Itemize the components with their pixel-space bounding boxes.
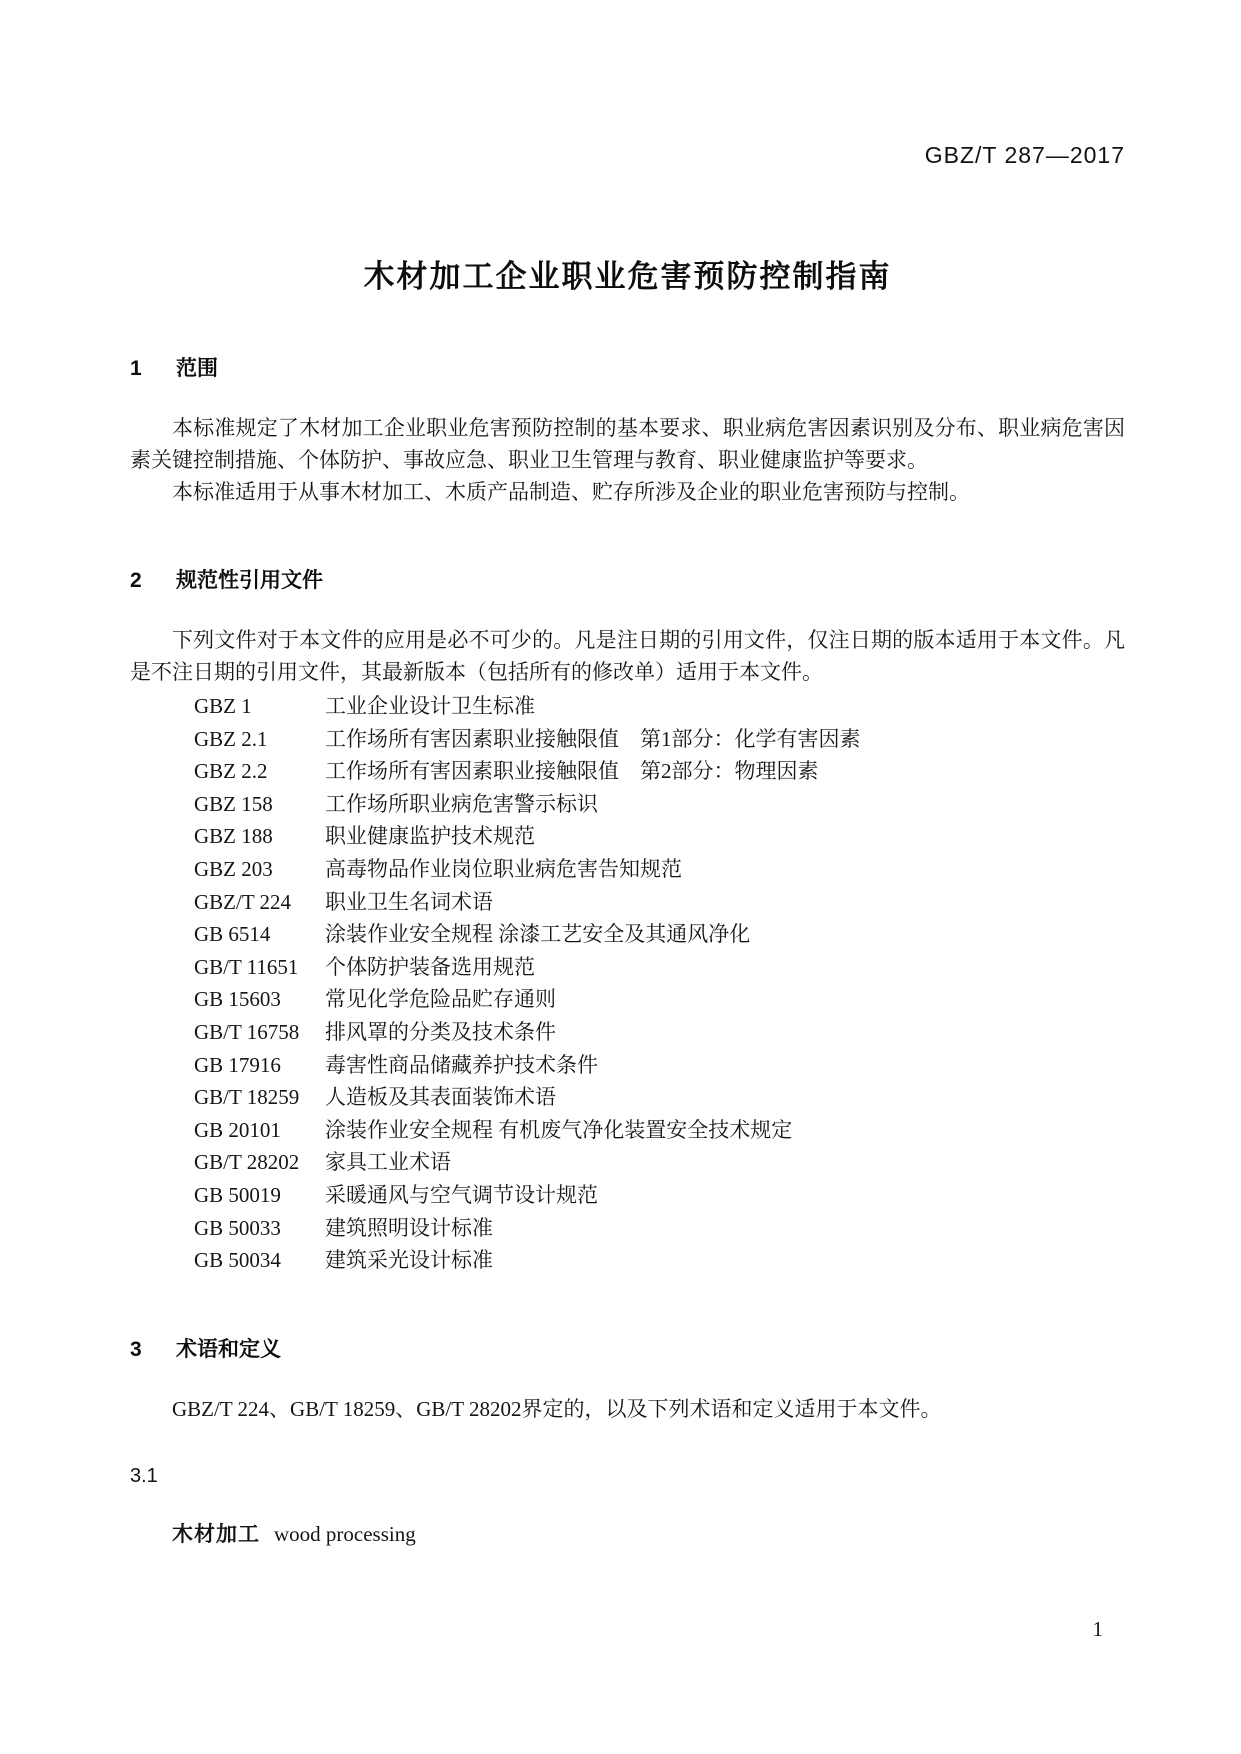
section-1-heading: [130, 352, 1125, 382]
reference-code: GB/T 28202: [194, 1150, 300, 1175]
term-chinese: 木材加工: [172, 1522, 260, 1546]
reference-title: 建筑照明设计标准: [325, 1215, 493, 1240]
reference-title: 常见化学危险品贮存通则: [325, 987, 556, 1012]
reference-item: [194, 853, 1125, 886]
section-1-title: 范围: [176, 357, 218, 380]
reference-code: GBZ 188: [194, 824, 273, 849]
page-number: 1: [1092, 1617, 1103, 1641]
page-content: [130, 0, 1125, 1754]
reference-item: [194, 1146, 1125, 1179]
reference-item: [194, 951, 1125, 984]
reference-item: [194, 983, 1125, 1016]
section-2-heading: [130, 564, 1125, 594]
reference-title: 采暖通风与空气调节设计规范: [325, 1182, 598, 1207]
term-number: 3.1: [130, 1464, 158, 1487]
section-1-number: 1: [130, 357, 142, 380]
reference-code: GB/T 18259: [194, 1085, 300, 1110]
reference-title: 涂装作业安全规程 涂漆工艺安全及其通风净化: [325, 922, 751, 947]
reference-code: GBZ 203: [194, 856, 273, 881]
reference-title: 工作场所有害因素职业接触限值 第2部分：物理因素: [325, 759, 819, 784]
reference-title: 工业企业设计卫生标准: [325, 694, 535, 718]
reference-item: [194, 788, 1125, 821]
reference-title: 职业卫生名词术语: [325, 889, 493, 914]
reference-item: [194, 1049, 1125, 1082]
section-2-number: 2: [130, 569, 142, 592]
reference-item: [194, 755, 1125, 788]
term-english: wood processing: [274, 1521, 416, 1546]
section-3-number: 3: [130, 1337, 142, 1361]
reference-item: [194, 1179, 1125, 1212]
reference-title: 人造板及其表面装饰术语: [325, 1085, 556, 1110]
reference-code: GBZ/T 224: [194, 889, 292, 914]
reference-item: [194, 1016, 1125, 1049]
reference-code: GB/T 16758: [194, 1019, 300, 1044]
reference-title: 高毒物品作业岗位职业病危害告知规范: [325, 856, 682, 881]
reference-code: GB 6514: [194, 922, 271, 947]
reference-code: GB 17916: [194, 1052, 281, 1077]
reference-code: GB/T 11651: [194, 954, 299, 979]
reference-item: [194, 1244, 1125, 1277]
section-2-intro-paragraph: 下列文件对于本文件的应用是必不可少的。凡是注日期的引用文件，仅注日期的版本适用于本文件。凡是不注日期的引用文件，其最新版本（包括所有的修改单）适用于本文件。: [130, 628, 1125, 684]
reference-code: GB 50034: [194, 1248, 281, 1273]
section-2-title: 规范性引用文件: [176, 569, 323, 592]
reference-code: GBZ 1: [194, 694, 252, 718]
reference-item: [194, 918, 1125, 951]
reference-item: [194, 820, 1125, 853]
section-3-intro-paragraph: GBZ/T 224、GB/T 18259、GB/T 28202界定的，以及下列术语和定义适用于本文件。: [172, 1396, 942, 1421]
reference-item: [194, 1114, 1125, 1147]
reference-title: 工作场所职业病危害警示标识: [325, 791, 598, 816]
reference-title: 建筑采光设计标准: [325, 1248, 493, 1273]
reference-title: 工作场所有害因素职业接触限值 第1部分：化学有害因素: [325, 726, 861, 751]
reference-title: 家具工业术语: [325, 1150, 451, 1175]
document-title: 木材加工企业职业危害预防控制指南: [363, 259, 892, 294]
reference-code: GB 20101: [194, 1117, 281, 1142]
reference-item: [194, 1081, 1125, 1114]
section-3-title: 术语和定义: [176, 1337, 281, 1361]
reference-code: GB 50019: [194, 1182, 281, 1207]
term-definition-line: [172, 1518, 1125, 1548]
reference-item: [194, 723, 1125, 756]
section-3-heading: [130, 1333, 1125, 1363]
reference-title: 涂装作业安全规程 有机废气净化装置安全技术规定: [325, 1117, 793, 1142]
section-1-paragraph-1: 本标准规定了木材加工企业职业危害预防控制的基本要求、职业病危害因素识别及分布、职业病危害因素关键控制措施、个体防护、事故应急、职业卫生管理与教育、职业健康监护等要求。: [130, 416, 1125, 472]
reference-code: GB 50033: [194, 1215, 281, 1240]
reference-title: 个体防护装备选用规范: [325, 954, 535, 979]
reference-code: GB 15603: [194, 987, 281, 1012]
reference-title: 职业健康监护技术规范: [325, 824, 535, 849]
reference-item: [194, 690, 1125, 723]
reference-code: GBZ 2.1: [194, 726, 268, 751]
reference-code: GBZ 2.2: [194, 759, 268, 784]
reference-title: 毒害性商品储藏养护技术条件: [325, 1052, 598, 1077]
reference-item: [194, 886, 1125, 919]
standard-code-header: GBZ/T 287—2017: [924, 142, 1125, 168]
reference-code: GBZ 158: [194, 791, 273, 816]
normative-references-list: [194, 690, 1125, 1277]
reference-title: 排风罩的分类及技术条件: [325, 1019, 556, 1044]
reference-item: [194, 1212, 1125, 1245]
section-1-paragraph-2: 本标准适用于从事木材加工、木质产品制造、贮存所涉及企业的职业危害预防与控制。: [172, 480, 970, 504]
